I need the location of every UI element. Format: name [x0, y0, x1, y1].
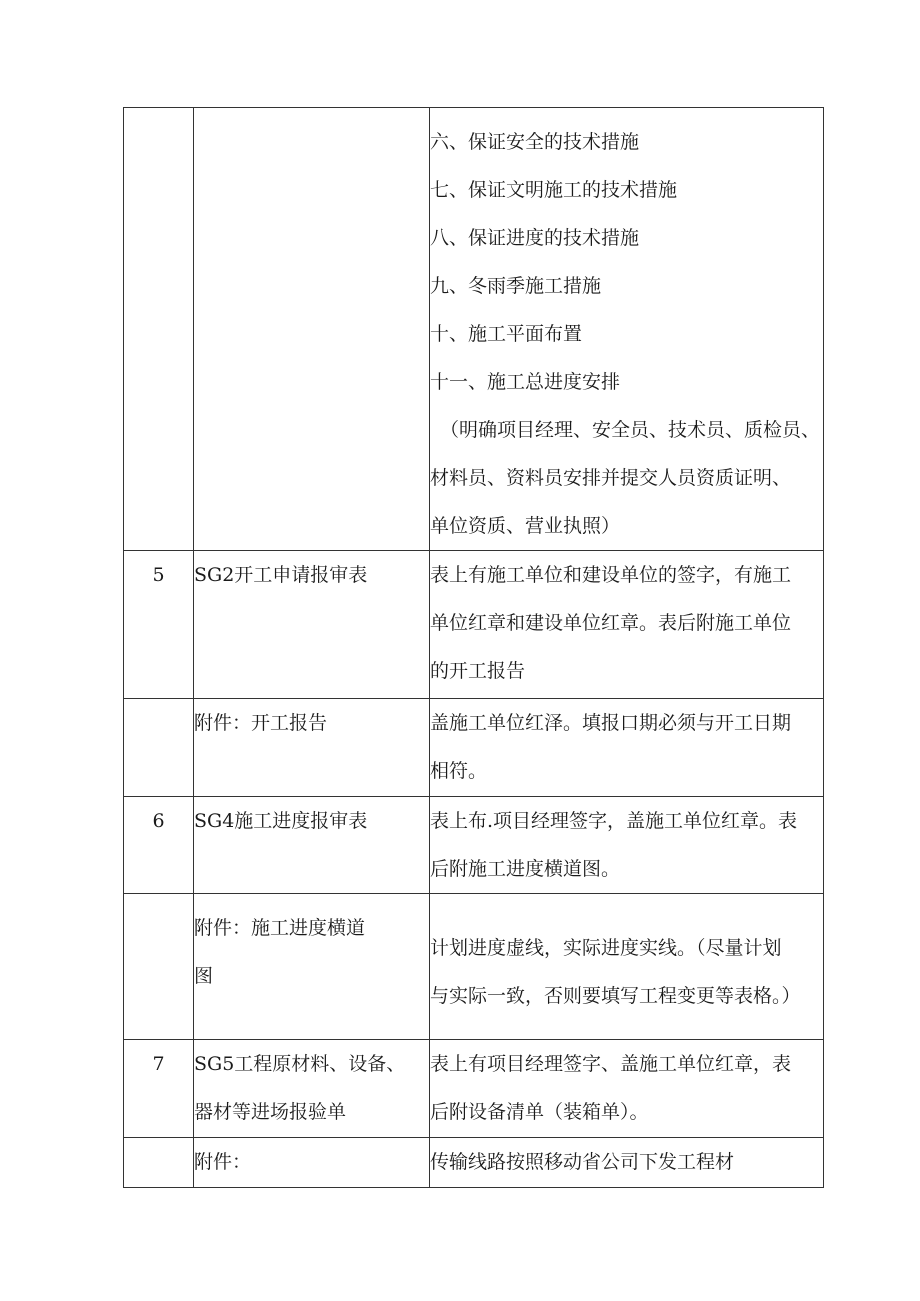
row-number-cell: 6 [124, 797, 194, 894]
requirement-line: 计划进度虚线，实际进度实线。（尽量计划 [430, 937, 782, 959]
requirement-cell [430, 108, 824, 551]
requirement-line: 十一、施工总进度安排 [430, 371, 621, 393]
requirement-line: 盖施工单位红泽。填报口期必须与开工日期 [430, 712, 792, 734]
requirement-cell [430, 894, 824, 1040]
requirement-cell [430, 797, 824, 894]
item-line: 附件： [194, 1151, 252, 1173]
requirement-line: 表上有项目经理签字、盖施工单位红章，表 [430, 1053, 792, 1075]
requirement-line: 表上布.项目经理签字，盖施工单位红章。表 [430, 810, 798, 832]
table-row [124, 894, 824, 1040]
item-cell [194, 1040, 430, 1138]
table-row [124, 797, 824, 894]
requirement-line: 后附设备清单（装箱单）。 [430, 1101, 649, 1123]
table-row [124, 1138, 824, 1188]
requirement-line: 传输线路按照移动省公司下发工程材 [430, 1151, 735, 1173]
item-cell [194, 894, 430, 1040]
row-number-cell: 5 [124, 551, 194, 699]
item-line: 附件：施工进度横道 [194, 917, 366, 939]
requirement-line: 的开工报告 [430, 660, 526, 682]
item-cell [194, 551, 430, 699]
requirement-line: 相符。 [430, 760, 488, 782]
requirement-cell [430, 1138, 824, 1188]
item-cell [194, 699, 430, 797]
requirement-line: 与实际一致，否则要填写工程变更等表格。） [430, 985, 801, 1007]
requirement-line: 材料员、资料员安排并提交人员资质证明、 [430, 467, 792, 489]
requirement-line: 十、施工平面布置 [430, 323, 583, 345]
item-cell [194, 108, 430, 551]
requirement-cell [430, 551, 824, 699]
requirement-cell [430, 699, 824, 797]
table-row [124, 551, 824, 699]
document-table [123, 107, 824, 1188]
table-row [124, 699, 824, 797]
requirement-line: 单位资质、营业执照） [430, 515, 621, 537]
requirement-cell [430, 1040, 824, 1138]
requirement-line: 九、冬雨季施工措施 [430, 275, 602, 297]
requirement-line: 表上有施工单位和建设单位的签字，有施工 [430, 564, 792, 586]
item-line: 附件：开工报告 [194, 712, 328, 734]
row-number-cell: 7 [124, 1040, 194, 1138]
row-number-cell [124, 894, 194, 1040]
row-number-cell [124, 1138, 194, 1188]
item-line: SG5工程原材料、设备、 [194, 1053, 406, 1075]
item-line: SG2开工申请报审表 [194, 564, 368, 586]
row-number-cell [124, 108, 194, 551]
requirement-line: （明确项目经理、安全员、技术员、质检员、 [440, 419, 821, 441]
item-line: 器材等进场报验单 [194, 1101, 347, 1123]
row-number-cell [124, 699, 194, 797]
table-row [124, 108, 824, 551]
requirement-line: 八、保证进度的技术措施 [430, 227, 640, 249]
item-line: SG4施工进度报审表 [194, 810, 368, 832]
item-line: 图 [194, 965, 214, 987]
item-cell [194, 797, 430, 894]
requirement-line: 七、保证文明施工的技术措施 [430, 179, 678, 201]
table-row [124, 1040, 824, 1138]
item-cell [194, 1138, 430, 1188]
requirement-line: 后附施工进度横道图。 [430, 858, 621, 880]
requirement-line: 六、保证安全的技术措施 [430, 131, 640, 153]
requirement-line: 单位红章和建设单位红章。表后附施工单位 [430, 612, 792, 634]
